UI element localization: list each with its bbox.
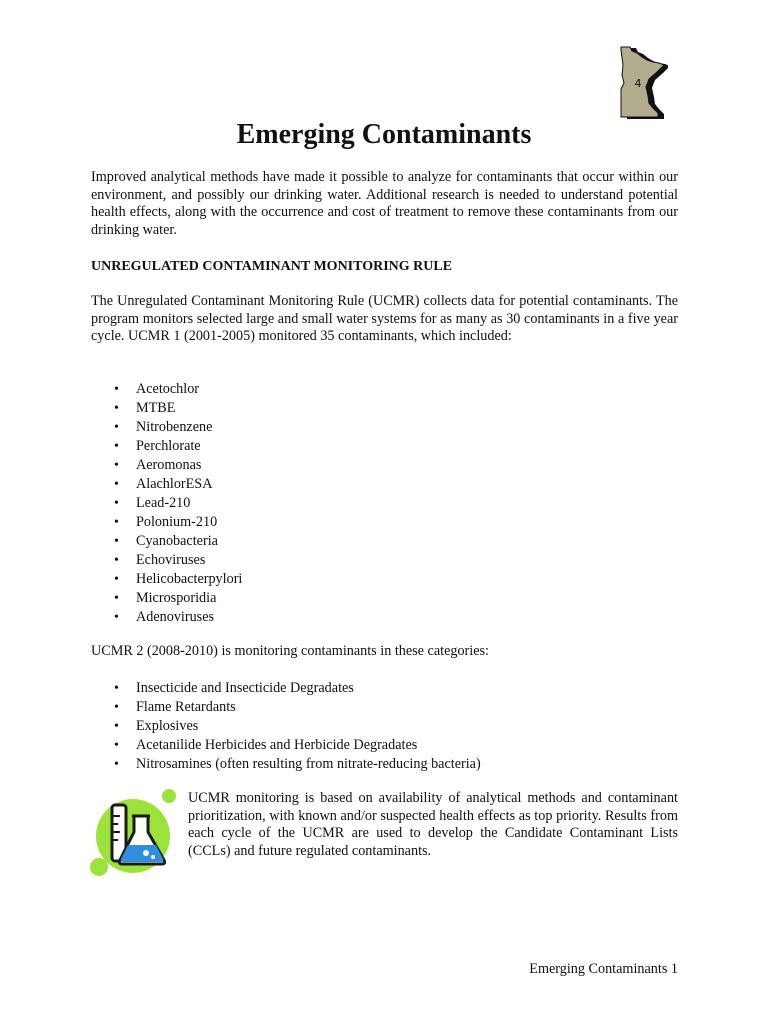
page-footer: Emerging Contaminants 1 [529, 961, 678, 977]
page-title: Emerging Contaminants [236, 119, 532, 150]
category-list-item: • Explosives [91, 717, 481, 736]
category-list-item: • Flame Retardants [91, 698, 481, 717]
contaminant-list-item: • Helicobacterpylori [91, 570, 242, 589]
minnesota-map-shape [621, 47, 664, 117]
contaminant-list-item: • Lead-210 [91, 494, 242, 513]
ucmr1-contaminant-list [91, 380, 242, 627]
contaminant-list-item: • Nitrobenzene [91, 418, 242, 437]
intro-paragraph: Improved analytical methods have made it possible to analyze for contaminants that occur within our environment, and possibly our drinking water. Additional research is needed to understand potential health effects, along with the occurrence and cost of treatment to remove these contaminants from our drinking water. [91, 169, 678, 238]
category-list-item: • Acetanilide Herbicides and Herbicide Degradates [91, 736, 481, 755]
contaminant-list-item: • Microsporidia [91, 589, 242, 608]
ucmr-paragraph: The Unregulated Contaminant Monitoring Rule (UCMR) collects data for potential contaminants. The program monitors selected large and small water systems for as many as 30 contaminants in a five year cycle. UCMR 1 (2001-2005) monitored 35 contaminants, which included: [91, 293, 678, 344]
category-list-item: • Nitrosamines (often resulting from nitrate-reducing bacteria) [91, 755, 481, 774]
ucmr2-category-list [91, 679, 481, 774]
ucmr2-intro: UCMR 2 (2008-2010) is monitoring contaminants in these categories: [91, 643, 489, 659]
contaminant-list-item: • Echoviruses [91, 551, 242, 570]
contaminant-list-item: • Acetochlor [91, 380, 242, 399]
ucmr-closing-paragraph: UCMR monitoring is based on availability of analytical methods and contaminant prioritization, with known and/or suspected health effects as top priority. Results from each cycle of the UCMR are used to develop the Candidate Contaminant Lists (CCLs) and future regulated contaminants. [188, 790, 678, 859]
contaminant-list-item: • Polonium-210 [91, 513, 242, 532]
contaminant-list-item: • Adenoviruses [91, 608, 242, 627]
contaminant-list-item: • AlachlorESA [91, 475, 242, 494]
contaminant-list-item: • MTBE [91, 399, 242, 418]
minnesota-map-icon [618, 45, 668, 119]
lab-flask-icon [88, 788, 180, 880]
contaminant-list-item: • Aeromonas [91, 456, 242, 475]
contaminant-list-item: • Perchlorate [91, 437, 242, 456]
page-number-badge: 4 [634, 77, 642, 90]
category-list-item: • Insecticide and Insecticide Degradates [91, 679, 481, 698]
section-heading: UNREGULATED CONTAMINANT MONITORING RULE [91, 259, 453, 274]
contaminant-list-item: • Cyanobacteria [91, 532, 242, 551]
